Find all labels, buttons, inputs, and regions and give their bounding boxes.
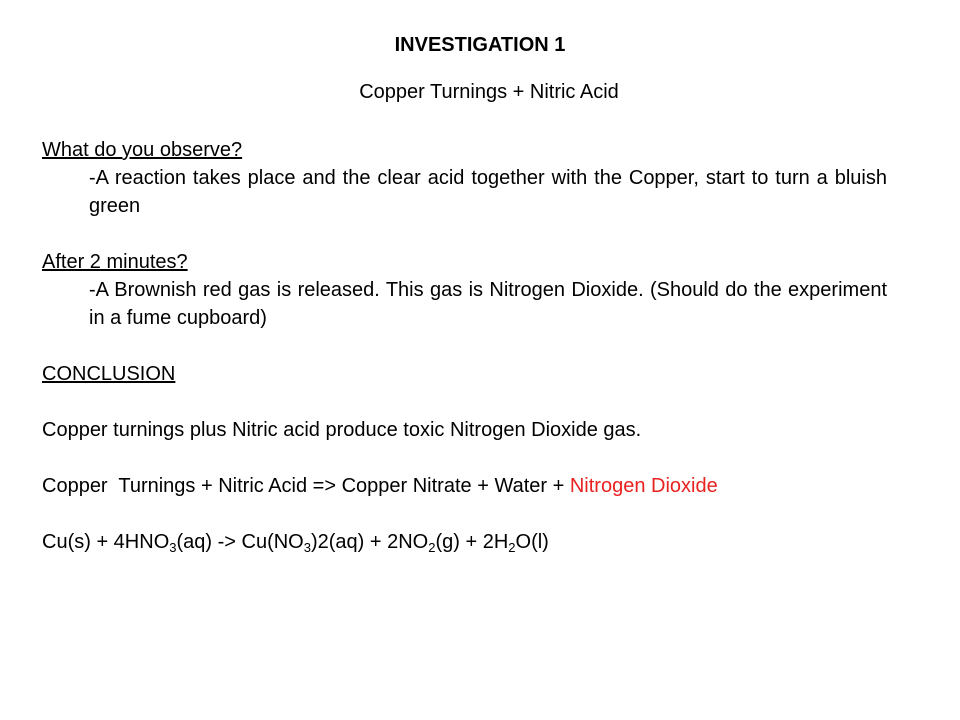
spacer — [42, 332, 887, 360]
equation-part: Cu(s) + 4HNO — [42, 531, 170, 553]
question-after-2-minutes: After 2 minutes? — [42, 251, 188, 273]
question-observe: What do you observe? — [42, 139, 243, 161]
answer-after-2-minutes: -A Brownish red gas is released. This gas is Nitrogen Dioxide. (Should do the experiment in a fume cupboard) — [89, 279, 887, 329]
equation-subscript: 3 — [169, 540, 177, 555]
word-equation — [42, 472, 887, 500]
conclusion-statement: Copper turnings plus Nitric acid produce toxic Nitrogen Dioxide gas. — [42, 419, 642, 441]
word-equation-text: Copper Turnings + Nitric Acid => Copper Nitrate + Water + — [42, 475, 570, 497]
equation-part: )2(aq) + 2NO — [310, 531, 429, 553]
chemical-equation — [42, 528, 887, 556]
equation-part: (aq) -> Cu(NO — [176, 531, 304, 553]
equation-part: O(l) — [515, 531, 549, 553]
word-equation-highlight: Nitrogen Dioxide — [569, 475, 718, 497]
spacer — [42, 500, 887, 528]
equation-subscript: 3 — [303, 540, 311, 555]
equation-subscript: 2 — [428, 540, 436, 555]
slide-subtitle: Copper Turnings + Nitric Acid — [359, 81, 619, 103]
slide-body — [42, 136, 887, 556]
answer-observe: -A reaction takes place and the clear acid together with the Copper, start to turn a bluish green — [89, 167, 887, 217]
slide-title: INVESTIGATION 1 — [394, 34, 566, 56]
spacer — [42, 220, 887, 248]
equation-subscript: 2 — [508, 540, 516, 555]
spacer — [42, 388, 887, 416]
spacer — [42, 444, 887, 472]
conclusion-heading: CONCLUSION — [42, 363, 176, 385]
equation-part: (g) + 2H — [435, 531, 509, 553]
